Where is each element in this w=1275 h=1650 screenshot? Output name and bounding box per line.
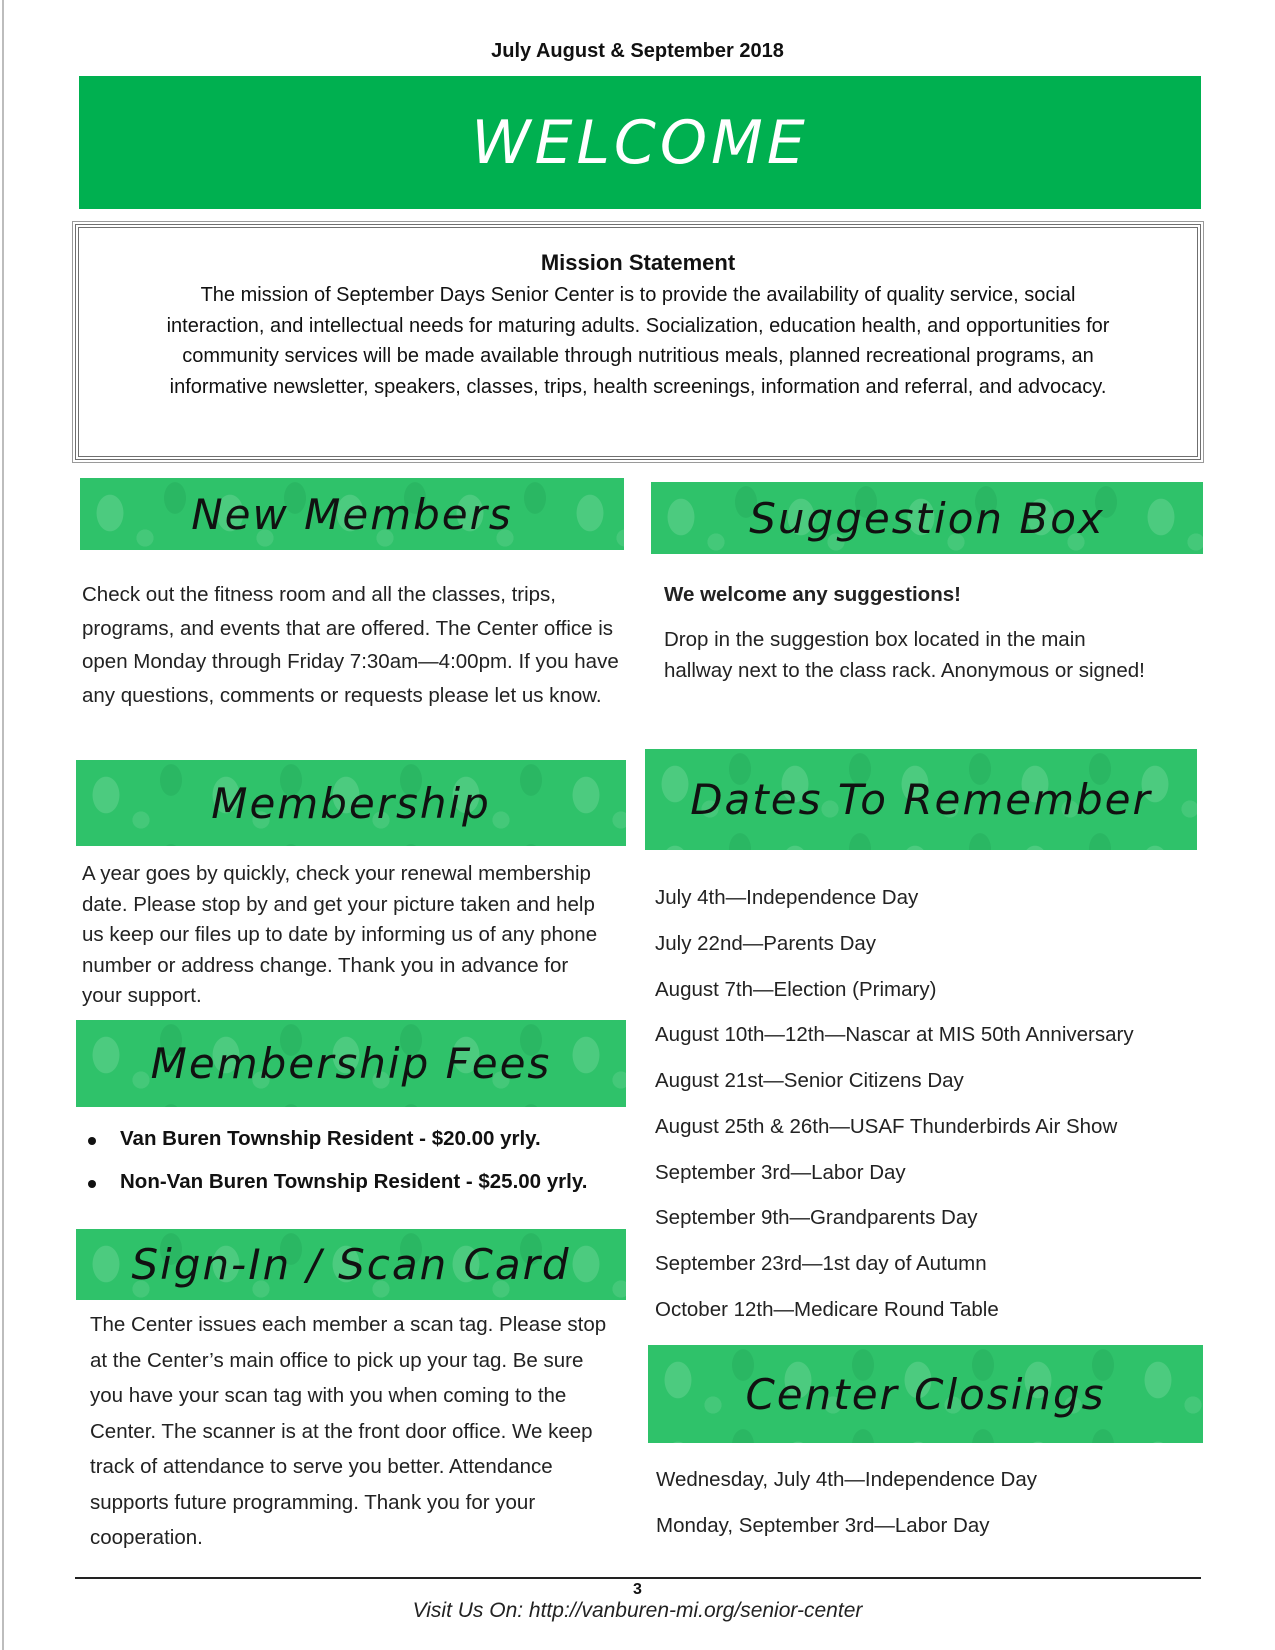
date-item: August 7th—Election (Primary) (655, 978, 937, 1001)
new-members-body: Check out the fitness room and all the classes, trips, programs, and events that are offered. The Center office is open Monday through Friday 7:30am—4:00pm. If you have any questions, comments or requests please let us know. (82, 583, 619, 707)
suggestion-intro: We welcome any suggestions! (664, 583, 961, 606)
closing-item: Monday, September 3rd—Labor Day (656, 1514, 990, 1537)
dates-banner (645, 749, 1197, 850)
membership-banner (76, 760, 626, 846)
dates-title: Dates To Remember (690, 775, 1152, 824)
bullet-icon (88, 1180, 96, 1188)
closings-list (656, 1468, 1216, 1548)
date-item: October 12th—Medicare Round Table (655, 1298, 999, 1321)
page-number: 3 (633, 1581, 642, 1598)
membership-fees-banner (76, 1020, 626, 1107)
dates-list (655, 886, 1215, 1326)
page-edge-rule (2, 0, 4, 1650)
footer-rule (75, 1577, 1201, 1579)
welcome-banner (79, 76, 1201, 209)
mission-body: The mission of September Days Senior Center is to provide the availability of quality service, social interaction, and intellectual needs for maturing adults. Socialization, education health, and opportunities for community services will be made available through nutritious meals, planned recreational programs, an informative newsletter, speakers, classes, trips, health screenings, information and referral, and advocacy. (166, 284, 1110, 398)
date-item: July 4th—Independence Day (655, 886, 919, 909)
date-item: September 3rd—Labor Day (655, 1161, 906, 1184)
fee-item-label: Non-Van Buren Township Resident - $25.00 yrly. (120, 1170, 588, 1193)
sign-in-body: The Center issues each member a scan tag. Please stop at the Center’s main office to pick up your tag. Be sure you have your scan tag with you when coming to the Center. The scanner is at the front door office. We keep track of attendance to serve you better. Attendance supports future programming. Thank you for your cooperation. (90, 1313, 607, 1549)
fee-item-label: Van Buren Township Resident - $20.00 yrly. (120, 1127, 541, 1150)
new-members-title: New Members (191, 489, 513, 539)
closing-item: Wednesday, July 4th—Independence Day (656, 1468, 1038, 1491)
issue-date: July August & September 2018 (491, 40, 784, 62)
membership-title: Membership (211, 778, 491, 828)
list-item (80, 1127, 640, 1170)
closings-banner (648, 1345, 1203, 1443)
mission-heading: Mission Statement (540, 250, 736, 275)
date-item: August 10th—12th—Nascar at MIS 50th Anniversary (655, 1023, 1134, 1046)
bullet-icon (88, 1137, 96, 1145)
suggestion-box-title: Suggestion Box (749, 493, 1105, 543)
date-item: August 21st—Senior Citizens Day (655, 1069, 964, 1092)
suggestion-body: Drop in the suggestion box located in the main hallway next to the class rack. Anonymous or signed! (664, 628, 1145, 682)
list-item (80, 1170, 640, 1213)
mission-statement-box (75, 224, 1201, 460)
membership-fees-list (80, 1127, 640, 1213)
date-item: August 25th & 26th—USAF Thunderbirds Air Show (655, 1115, 1118, 1138)
new-members-banner (80, 478, 624, 550)
membership-body: A year goes by quickly, check your renewal membership date. Please stop by and get your picture taken and help us keep our files up to date by informing us of any phone number or address change. Thank you in advance for your support. (82, 862, 598, 1007)
date-item: July 22nd—Parents Day (655, 932, 877, 955)
sign-in-title: Sign-In / Scan Card (131, 1240, 571, 1289)
footer-website-link[interactable]: Visit Us On: http://vanburen-mi.org/senior-center (412, 1599, 863, 1622)
date-item: September 9th—Grandparents Day (655, 1206, 978, 1229)
sign-in-banner (76, 1229, 626, 1300)
membership-fees-title: Membership Fees (150, 1039, 552, 1088)
suggestion-box-banner (651, 482, 1203, 554)
closings-title: Center Closings (745, 1369, 1106, 1419)
date-item: September 23rd—1st day of Autumn (655, 1252, 987, 1275)
welcome-title: WELCOME (471, 107, 809, 178)
